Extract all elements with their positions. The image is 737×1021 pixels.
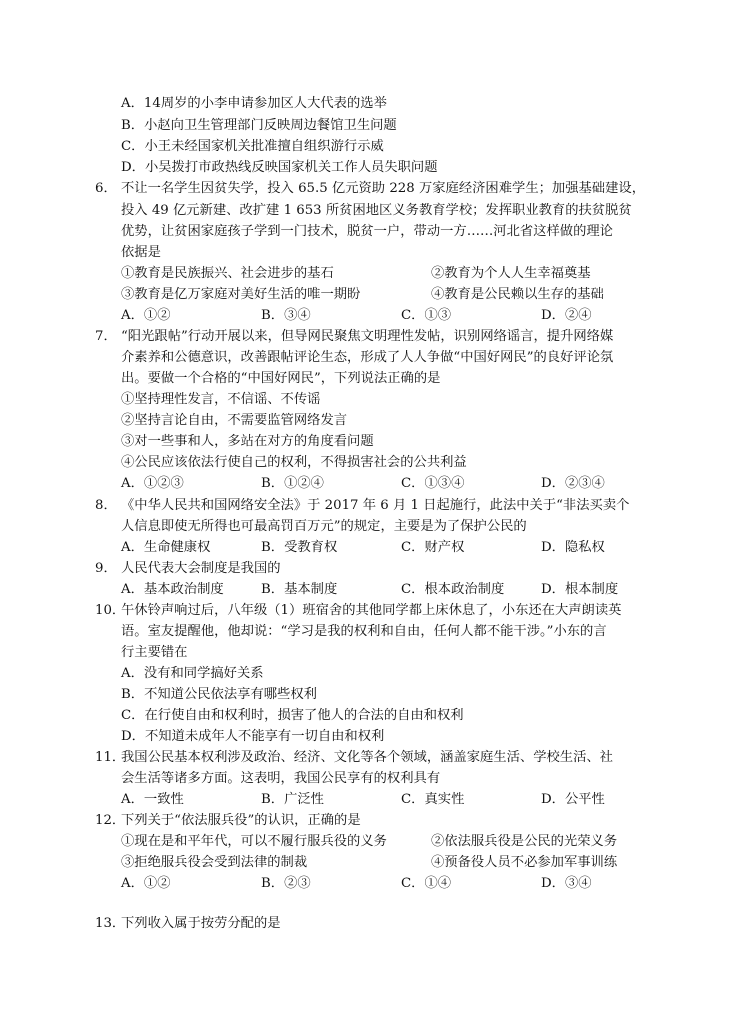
q10-stem-line: 午休铃声响过后，八年级（1）班宿舍的其他同学都上床休息了，小东还在大声朗读英	[121, 603, 622, 618]
q7-item-1: ①坚持理性发言，不信谣、不传谣	[121, 392, 321, 407]
q12-option-c: C．①④	[401, 876, 452, 891]
q6-option-c: C．①③	[401, 308, 452, 323]
q7-stem-line: “阳光跟帖”行动开展以来，但导网民聚焦文明理性发帖，识别网络谣言，提升网络媒	[121, 329, 614, 344]
question-number-12: 12．	[95, 813, 126, 828]
q6-item-1: ①教育是民族振兴、社会进步的基石	[121, 266, 334, 281]
q7-item-2: ②坚持言论自由，不需要监管网络发言	[121, 413, 348, 428]
question-number-13: 13．	[95, 916, 126, 931]
q8-option-a: A．生命健康权	[121, 540, 211, 555]
q6-option-a: A．①②	[121, 308, 171, 323]
question-number-10: 10．	[95, 603, 126, 618]
q8-option-c: C．财产权	[401, 540, 465, 555]
q10-option-c: C．在行使自由和权利时，损害了他人的合法的自由和权利	[121, 708, 464, 723]
q12-option-d: D．③④	[541, 876, 592, 891]
question-number-7: 7．	[95, 329, 117, 344]
q12-item-3: ③拒绝服兵役会受到法律的制裁	[121, 855, 308, 870]
q9-option-c: C．根本政治制度	[401, 582, 505, 597]
q11-stem-line: 我国公民基本权利涉及政治、经济、文化等各个领域，涵盖家庭生活、学校生活、社	[121, 750, 613, 765]
q8-stem-line: 人信息即使无所得也可最高罚百万元”的规定，主要是为了保护公民的	[121, 519, 527, 534]
q6-option-b: B．③④	[261, 308, 311, 323]
q7-option-b: B．①②④	[261, 476, 324, 491]
q12-item-4: ④预备役人员不必参加军事训练	[431, 855, 618, 870]
q9-option-b: B．基本制度	[261, 582, 338, 597]
q12-stem-line: 下列关于“依法服兵役”的认识，正确的是	[121, 813, 361, 828]
question-number-9: 9．	[95, 561, 117, 576]
q9-stem-line: 人民代表大会制度是我国的	[121, 561, 281, 576]
q6-item-4: ④教育是公民赖以生存的基础	[431, 287, 604, 302]
q8-stem-line: 《中华人民共和国网络安全法》于 2017 年 6 月 1 日起施行，此法中关于“非法买卖个	[121, 498, 630, 513]
q7-option-c: C．①③④	[401, 476, 465, 491]
q6-stem-line: 不让一名学生因贫失学，投入 65.5 亿元资助 228 万家庭经济困难学生；加强基础建设，	[121, 181, 645, 196]
q10-stem-line: 语。室友提醒他，他却说：“学习是我的权利和自由，任何人都不能干涉。”小东的言	[121, 624, 607, 639]
q9-option-d: D．根本制度	[541, 582, 619, 597]
q11-option-d: D．公平性	[541, 792, 605, 807]
q10-option-a: A．没有和同学搞好关系	[121, 666, 264, 681]
q6-stem-line: 依据是	[121, 245, 161, 260]
q6-item-2: ②教育为个人人生幸福奠基	[431, 266, 591, 281]
q9-option-a: A．基本政治制度	[121, 582, 224, 597]
q6-stem-line: 投入 49 亿元新建、改扩建 1 653 所贫困地区义务教育学校；发挥职业教育的扶贫脱贫	[121, 203, 632, 218]
q10-option-d: D．不知道未成年人不能享有一切自由和权利	[121, 729, 385, 744]
q5-option-b: B．小赵向卫生管理部门反映周边餐馆卫生问题	[121, 118, 397, 133]
q8-option-d: D．隐私权	[541, 540, 605, 555]
q12-item-1: ①现在是和平年代，可以不履行服兵役的义务	[121, 834, 387, 849]
q12-item-2: ②依法服兵役是公民的光荣义务	[431, 834, 618, 849]
q11-stem-line: 会生活等诸多方面。这表明，我国公民享有的权利具有	[121, 771, 441, 786]
q6-item-3: ③教育是亿万家庭对美好生活的唯一期盼	[121, 287, 361, 302]
q11-option-a: A．一致性	[121, 792, 184, 807]
q10-stem-line: 行主要错在	[121, 645, 188, 660]
q7-stem-line: 出。要做一个合格的“中国好网民”，下列说法正确的是	[121, 371, 441, 386]
q13-stem-line: 下列收入属于按劳分配的是	[121, 916, 281, 931]
question-number-8: 8．	[95, 498, 117, 513]
q8-option-b: B．受教育权	[261, 540, 338, 555]
q7-option-d: D．②③④	[541, 476, 605, 491]
q7-stem-line: 介素养和公德意识，改善跟帖评论生态，形成了人人争做“中国好网民”的良好评论氛	[121, 350, 614, 365]
q7-option-a: A．①②③	[121, 476, 184, 491]
question-number-11: 11．	[95, 750, 126, 765]
q10-option-b: B．不知道公民依法享有哪些权利	[121, 687, 317, 702]
q7-item-4: ④公民应该依法行使自己的权利，不得损害社会的公共利益	[121, 455, 467, 470]
q5-option-d: D．小吴拨打市政热线反映国家机关工作人员失职问题	[121, 160, 438, 175]
q6-option-d: D．②④	[541, 308, 592, 323]
q11-option-c: C．真实性	[401, 792, 465, 807]
question-number-6: 6．	[95, 181, 117, 196]
q12-option-b: B．②③	[261, 876, 311, 891]
q6-stem-line: 优势，让贫困家庭孩子学到一门技术，脱贫一户，带动一方……河北省这样做的理论	[121, 224, 613, 239]
q5-option-c: C．小王未经国家机关批准擅自组织游行示威	[121, 139, 384, 154]
q5-option-a: A．14周岁的小李申请参加区人大代表的选举	[121, 96, 387, 111]
q12-option-a: A．①②	[121, 876, 171, 891]
q11-option-b: B．广泛性	[261, 792, 324, 807]
q7-item-3: ③对一些事和人，多站在对方的角度看问题	[121, 434, 374, 449]
